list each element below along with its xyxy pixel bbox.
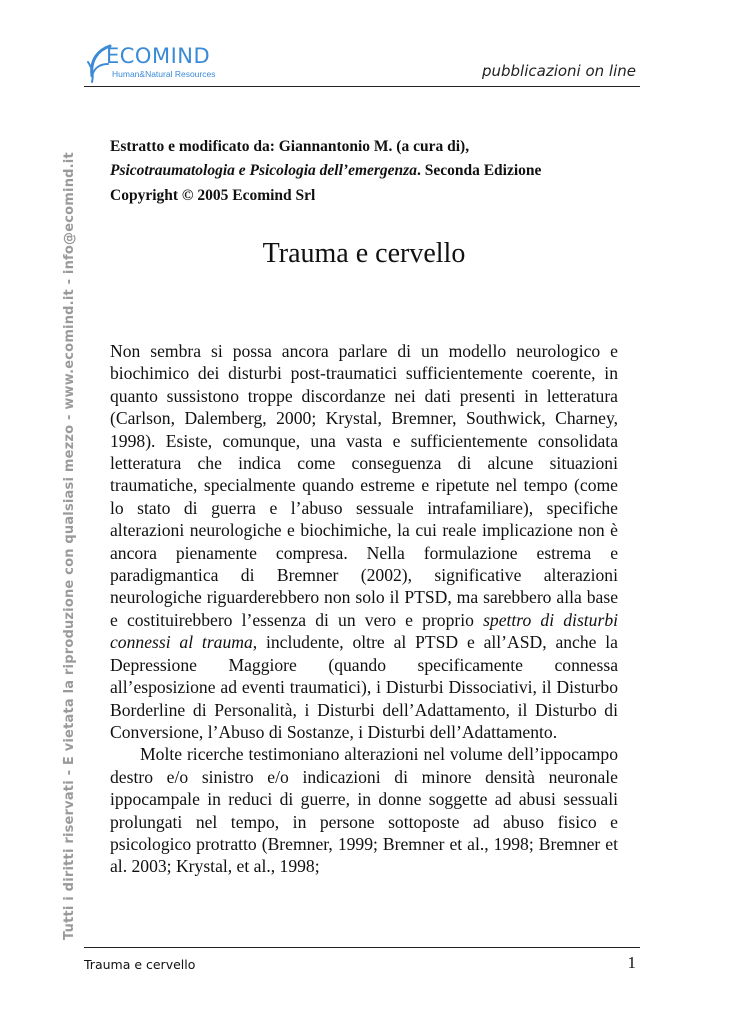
header-note: pubblicazioni on line — [481, 62, 636, 80]
paragraph-1 — [110, 340, 618, 743]
logo-subtitle: Human&Natural Resources — [112, 69, 216, 79]
source-citation — [110, 135, 630, 183]
page-title: Trauma e cervello — [262, 238, 466, 269]
edition-text: . Seconda Edizione — [416, 162, 542, 179]
header-rule — [84, 86, 640, 87]
side-watermark: Tutti i diritti riservati - È vietata la riproduzione con qualsiasi mezzo - www.ecomind.it - info@ecomind.it — [62, 152, 77, 940]
article-body — [110, 340, 618, 878]
paragraph-1-continuation: , includente, oltre al PTSD e all’ASD, anche la Depressione Maggiore (quando specificamente connessa all’esposizione ad eventi traumatici), i Disturbi Dissociativi, il Disturbo Borderline di Personalità, i Disturbi dell’Adattamento, il Disturbo di Conversione, l’Abuso di Sostanze, i Disturbi dell’Adattamento. — [110, 632, 618, 742]
footer-rule — [84, 947, 640, 948]
page-number: 1 — [627, 953, 636, 972]
source-book-line — [110, 159, 630, 183]
paragraph-1-text: Non sembra si possa ancora parlare di un modello neurologico e biochimico dei disturbi post-traumatici sufficientemente coerente, in quanto sussistono troppe discordanze nei dati presenti in letteratura (Carlson, Dalemberg, 2000; Krystal, Bremner, Southwick, Charney, 1998). Esiste, comunque, una vasta e sufficientemente consolidata letteratura che indica come conseguenza di alcune situazioni traumatiche, specialmente quando estreme e ripetute nel tempo (come lo stato di guerra e l’abuso sessuale intrafamiliare), specifiche alterazioni neurologiche e biochimiche, la cui reale implicazione non è ancora pienamente compresa. Nella formulazione estrema e paradigmantica di Bremner (2002), significative alterazioni neurologiche riguarderebbero non solo il PTSD, ma sarebbero alla base e costituirebbero l’essenza di un vero e proprio — [110, 341, 618, 630]
logo-wordmark: ECOMIND — [106, 44, 211, 68]
paragraph-1-emphasis: spettro di disturbi connessi al trauma — [110, 609, 619, 653]
book-title: Psicotraumatologia e Psicologia dell’emergenza — [110, 162, 417, 179]
ecomind-logo — [84, 42, 234, 86]
footer-title: Trauma e cervello — [84, 957, 196, 972]
source-line: Estratto e modificato da: Giannantonio M. (a cura di), — [110, 138, 470, 155]
paragraph-2: Molte ricerche testimoniano alterazioni nel volume dell’ippocampo destro e/o sinistro e/o indicazioni di minore densità neuronale ippocampale in reduci di guerre, in donne soggette ad abusi sessuali prolungati nel tempo, in persone sottoposte ad abuso fisico e psicologico protratto (Bremner, 1999; Bremner et al., 1998; Bremner et al. 2003; Krystal, et al., 1998; — [110, 744, 618, 877]
copyright-line: Copyright © 2005 Ecomind Srl — [110, 187, 316, 204]
